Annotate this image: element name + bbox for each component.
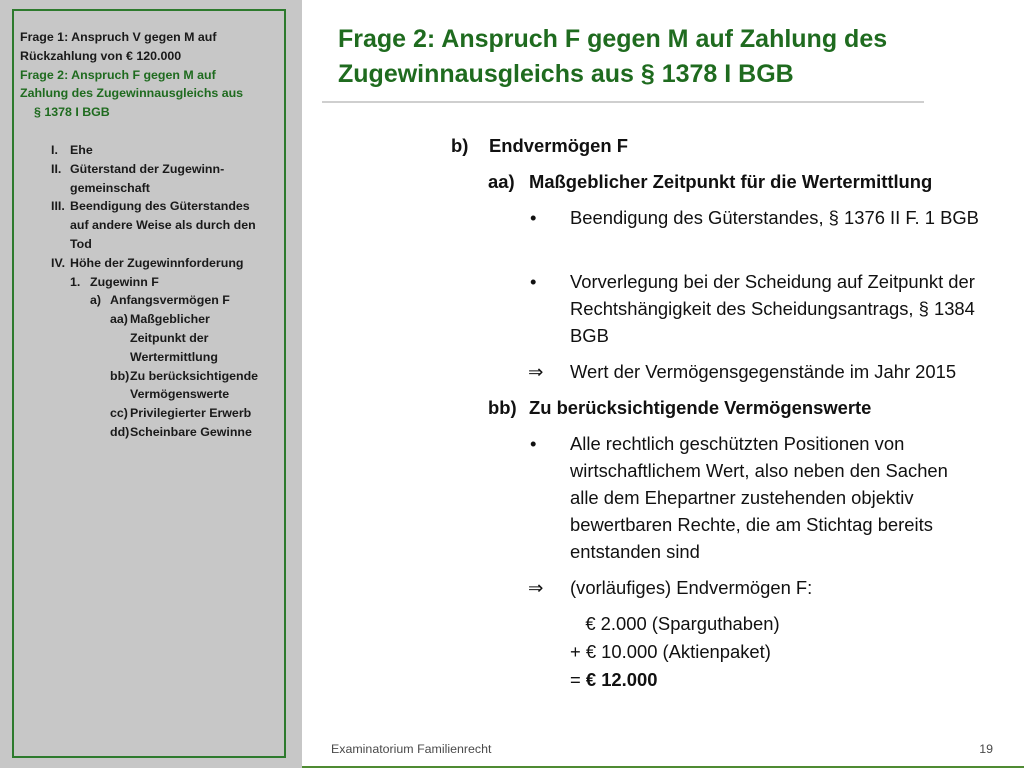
toc-number: II. [51,161,62,176]
conclusion-item [528,358,1008,385]
bullet-icon: • [530,207,537,228]
toc-text: Privilegierter Erwerb [130,406,252,421]
calc-line-total [570,666,657,693]
toc-number: cc) [110,406,128,421]
toc-text: Wertermittlung [130,349,218,364]
conclusion-text: Wert der Vermögensgegenstände im Jahr 2015 [570,361,957,382]
page-title-line1: Frage 2: Anspruch F gegen M auf Zahlung des [338,25,888,53]
toc-text: Maßgeblicher [130,312,210,327]
bullet-icon: • [530,271,537,292]
arrow-right-icon: ⇒ [528,361,544,382]
sidebar-question1-line1: Frage 1: Anspruch V gegen M auf [20,30,217,44]
calc-line-savings: € 2.000 (Sparguthaben) [570,613,780,634]
toc-text: Ehe [70,142,93,157]
toc-text: Scheinbare Gewinne [130,424,252,439]
heading-aa-text: Maßgeblicher Zeitpunkt für die Wertermittlung [529,171,933,192]
toc-text: Zugewinn F [90,274,159,289]
heading-bb-marker: bb) [488,397,517,418]
sidebar-question1-line2: Rückzahlung von € 120.000 [20,48,182,63]
toc-text: Anfangsvermögen F [110,293,230,308]
calc-total-value: € 12.000 [585,669,658,690]
bullet-text: Alle rechtlich geschützten Positionen von wirtschaftlichem Wert, also neben den Sachen alle dem Ehepartner zustehenden objektiv bewertbaren Rechte, die am Stichtag bereits entstanden sind [570,433,948,562]
bullet-item [530,430,980,565]
bullet-icon: • [530,433,537,454]
toc-text: gemeinschaft [70,180,150,195]
bullet-item [530,204,990,231]
toc-text: Güterstand der Zugewinn- [70,161,225,176]
toc-number: IV. [51,255,66,270]
toc-text: Höhe der Zugewinnforderung [70,255,244,270]
sidebar-question2-line3: § 1378 I BGB [34,105,110,120]
bullet-item [530,268,990,349]
heading-bb-text: Zu berücksichtigende Vermögenswerte [529,397,872,418]
arrow-right-icon: ⇒ [528,577,544,598]
toc-number: 1. [70,274,81,289]
heading-aa-marker: aa) [488,171,515,192]
heading-bb [488,394,998,421]
heading-b-text: Endvermögen F [489,135,628,156]
footer-page-number: 19 [979,742,993,756]
calc-line-stocks: + € 10.000 (Aktienpaket) [570,641,771,662]
toc-text: Beendigung des Güterstandes [70,199,250,214]
footer-course-title: Examinatorium Familienrecht [331,742,492,756]
heading-b [451,132,991,159]
toc-text: Tod [70,236,92,251]
toc-number: bb) [110,368,130,383]
toc-number: aa) [110,312,128,327]
calc-total-prefix: = [570,669,586,690]
sidebar-question2-line2: Zahlung des Zugewinnausgleichs aus [20,86,244,101]
toc-number: I. [51,142,58,157]
bullet-text: Beendigung des Güterstandes, § 1376 II F. 1 BGB [570,207,979,228]
toc-number: III. [51,199,65,214]
bullet-text: Vorverlegung bei der Scheidung auf Zeitpunkt der Rechtshängigkeit des Scheidungsantrags, § 1384 BGB [570,271,975,346]
heading-aa [488,168,998,195]
toc-text: Zeitpunkt der [130,330,209,345]
sidebar-question2-line1: Frage 2: Anspruch F gegen M auf [20,67,216,82]
page-title-line2: Zugewinnausgleichs aus § 1378 I BGB [338,60,794,88]
toc-number: dd) [110,424,130,439]
toc-text: Zu berücksichtigende [130,368,259,383]
conclusion-text: (vorläufiges) Endvermögen F: [570,577,813,598]
toc-number: a) [90,293,102,308]
toc-text: Vermögenswerte [130,387,230,402]
heading-b-marker: b) [451,135,469,156]
toc-text: auf andere Weise als durch den [70,218,256,233]
conclusion-item [528,574,1008,601]
